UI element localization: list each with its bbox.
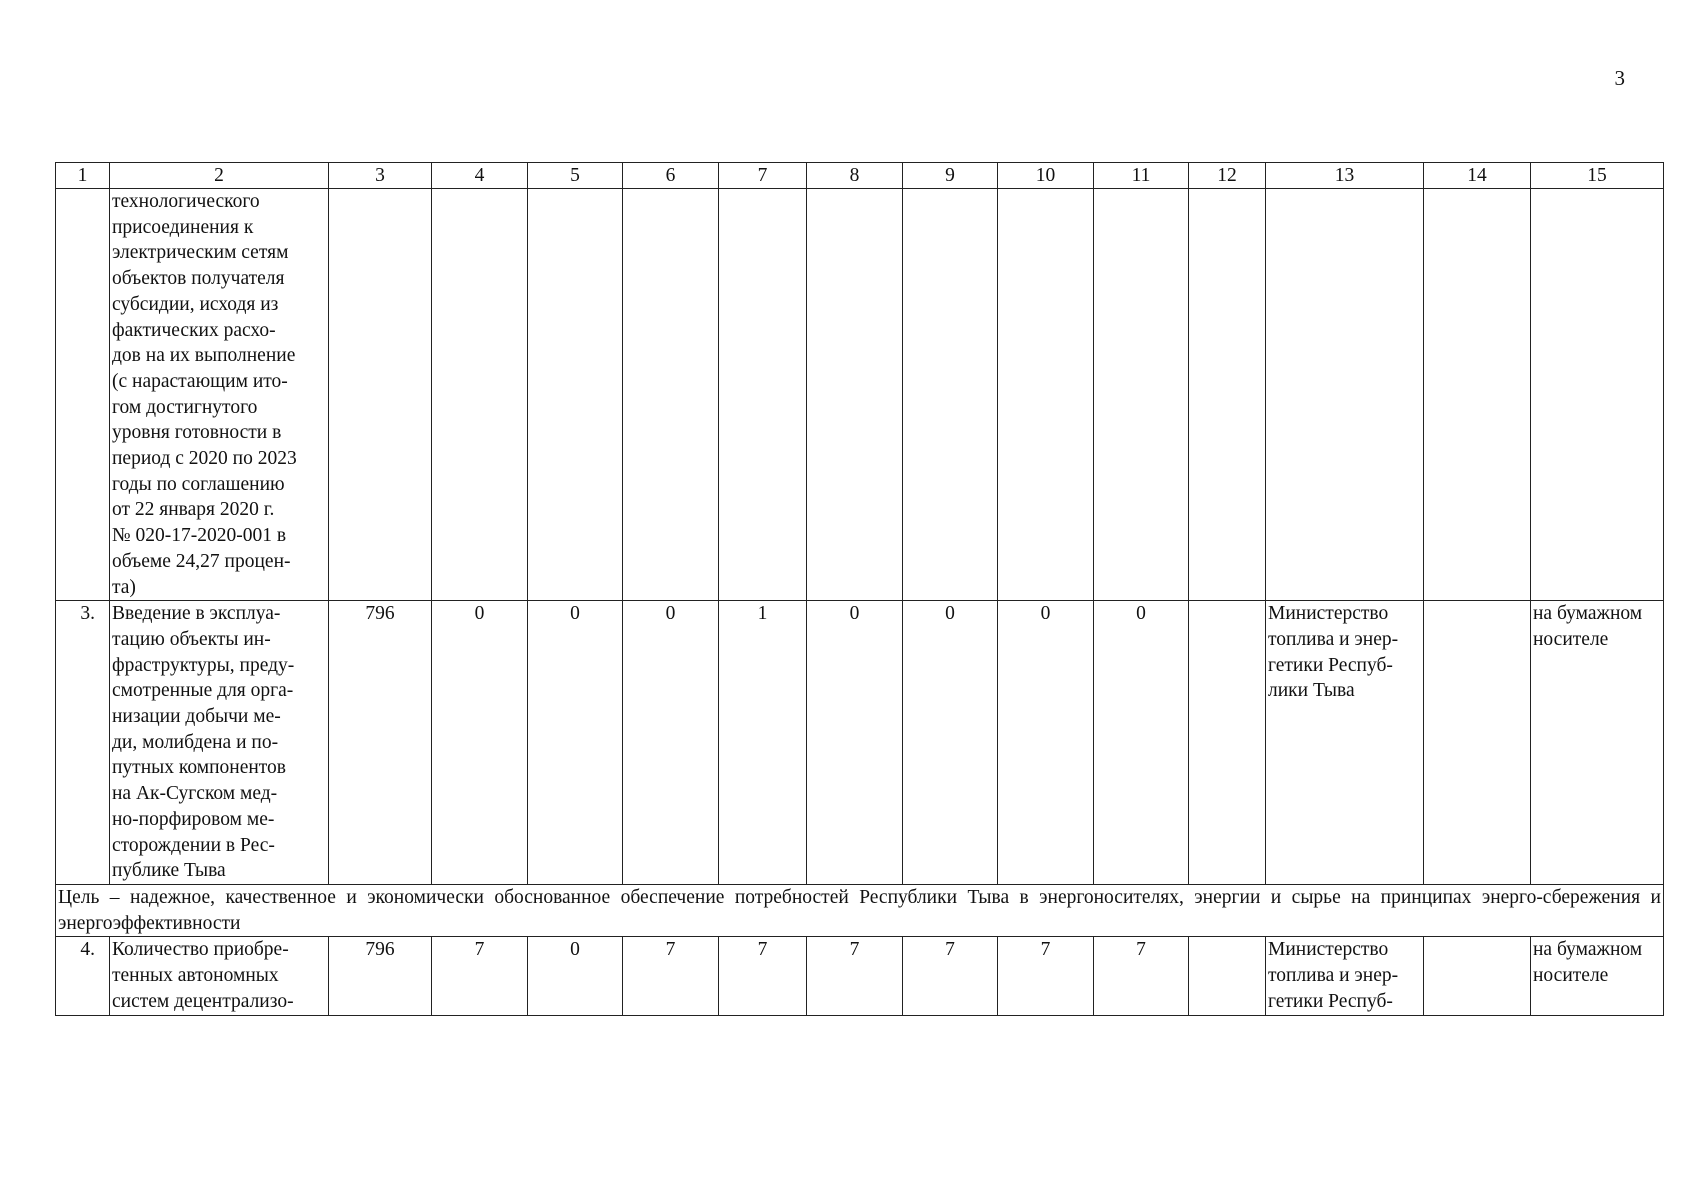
column-header: 12 — [1189, 163, 1266, 189]
table-cell — [432, 189, 528, 601]
table-cell — [56, 189, 110, 601]
table-cell — [528, 189, 623, 601]
column-header: 5 — [528, 163, 623, 189]
table-row-continued — [56, 189, 1664, 601]
indicators-table — [55, 162, 1664, 1016]
table-cell — [1424, 189, 1531, 601]
value-cell: 1 — [719, 601, 807, 885]
goal-row — [56, 884, 1664, 936]
column-header: 4 — [432, 163, 528, 189]
column-header: 15 — [1531, 163, 1664, 189]
value-cell: 0 — [1094, 601, 1189, 885]
indicator-name-cell: технологического присоединения к электрическим сетям объектов получателя субсидии, исходя из фактических расхо- дов на их выполнение (с нарастающим ито- гом достигнутого уровня готовности в период с 2020 по 2023 годы по соглашению от 22 января 2020 г. № 020-17-2020-001 в объеме 24,27 процен- та) — [110, 189, 329, 601]
value-cell: 7 — [623, 937, 719, 1015]
value-cell: 7 — [432, 937, 528, 1015]
responsible-cell: Министерство топлива и энер- гетики Респуб- — [1266, 937, 1424, 1015]
table-row-3 — [56, 601, 1664, 885]
value-cell: 7 — [903, 937, 998, 1015]
value-cell — [1424, 937, 1531, 1015]
indicator-name-cell: Количество приобре- тенных автономных систем децентрализо- — [110, 937, 329, 1015]
column-header: 6 — [623, 163, 719, 189]
column-header: 10 — [998, 163, 1094, 189]
value-cell: 7 — [998, 937, 1094, 1015]
column-header: 3 — [329, 163, 432, 189]
goal-text-cell: Цель – надежное, качественное и экономически обоснованное обеспечение потребностей Республики Тыва в энергоносителях, энергии и сырье на принципах энерго-сбережения и энергоэффективности — [56, 884, 1664, 936]
value-cell: 7 — [807, 937, 903, 1015]
table-cell — [998, 189, 1094, 601]
value-cell: 0 — [903, 601, 998, 885]
indicator-name-cell: Введение в эксплуа- тацию объекты ин- фраструктуры, преду- смотренные для орга- низации добычи ме- ди, молибдена и по- путных компонентов на Ак-Сугском мед- но-порфировом ме- сторождении в Рес- публике Тыва — [110, 601, 329, 885]
unit-code-cell: 796 — [329, 601, 432, 885]
value-cell: 0 — [623, 601, 719, 885]
value-cell — [1424, 601, 1531, 885]
table-cell — [1531, 189, 1664, 601]
table-cell — [807, 189, 903, 601]
value-cell: 7 — [719, 937, 807, 1015]
column-header: 8 — [807, 163, 903, 189]
page-number: 3 — [1614, 66, 1625, 90]
column-header: 14 — [1424, 163, 1531, 189]
value-cell: 7 — [1094, 937, 1189, 1015]
column-header: 11 — [1094, 163, 1189, 189]
table-cell — [1094, 189, 1189, 601]
carrier-cell: на бумажном носителе — [1531, 937, 1664, 1015]
column-header: 1 — [56, 163, 110, 189]
value-cell: 0 — [432, 601, 528, 885]
value-cell — [1189, 937, 1266, 1015]
value-cell — [1189, 601, 1266, 885]
responsible-cell: Министерство топлива и энер- гетики Респуб- лики Тыва — [1266, 601, 1424, 885]
table-cell — [719, 189, 807, 601]
column-header: 7 — [719, 163, 807, 189]
value-cell: 0 — [807, 601, 903, 885]
unit-code-cell: 796 — [329, 937, 432, 1015]
column-header: 13 — [1266, 163, 1424, 189]
value-cell: 0 — [528, 601, 623, 885]
column-header: 9 — [903, 163, 998, 189]
carrier-cell: на бумажном носителе — [1531, 601, 1664, 885]
table-cell — [1189, 189, 1266, 601]
value-cell: 0 — [998, 601, 1094, 885]
row-number-cell: 3. — [56, 601, 110, 885]
table-cell — [1266, 189, 1424, 601]
table-cell — [903, 189, 998, 601]
table-cell — [623, 189, 719, 601]
table-cell — [329, 189, 432, 601]
table-row-4 — [56, 937, 1664, 1015]
column-number-row — [56, 163, 1664, 189]
column-header: 2 — [110, 163, 329, 189]
value-cell: 0 — [528, 937, 623, 1015]
row-number-cell: 4. — [56, 937, 110, 1015]
